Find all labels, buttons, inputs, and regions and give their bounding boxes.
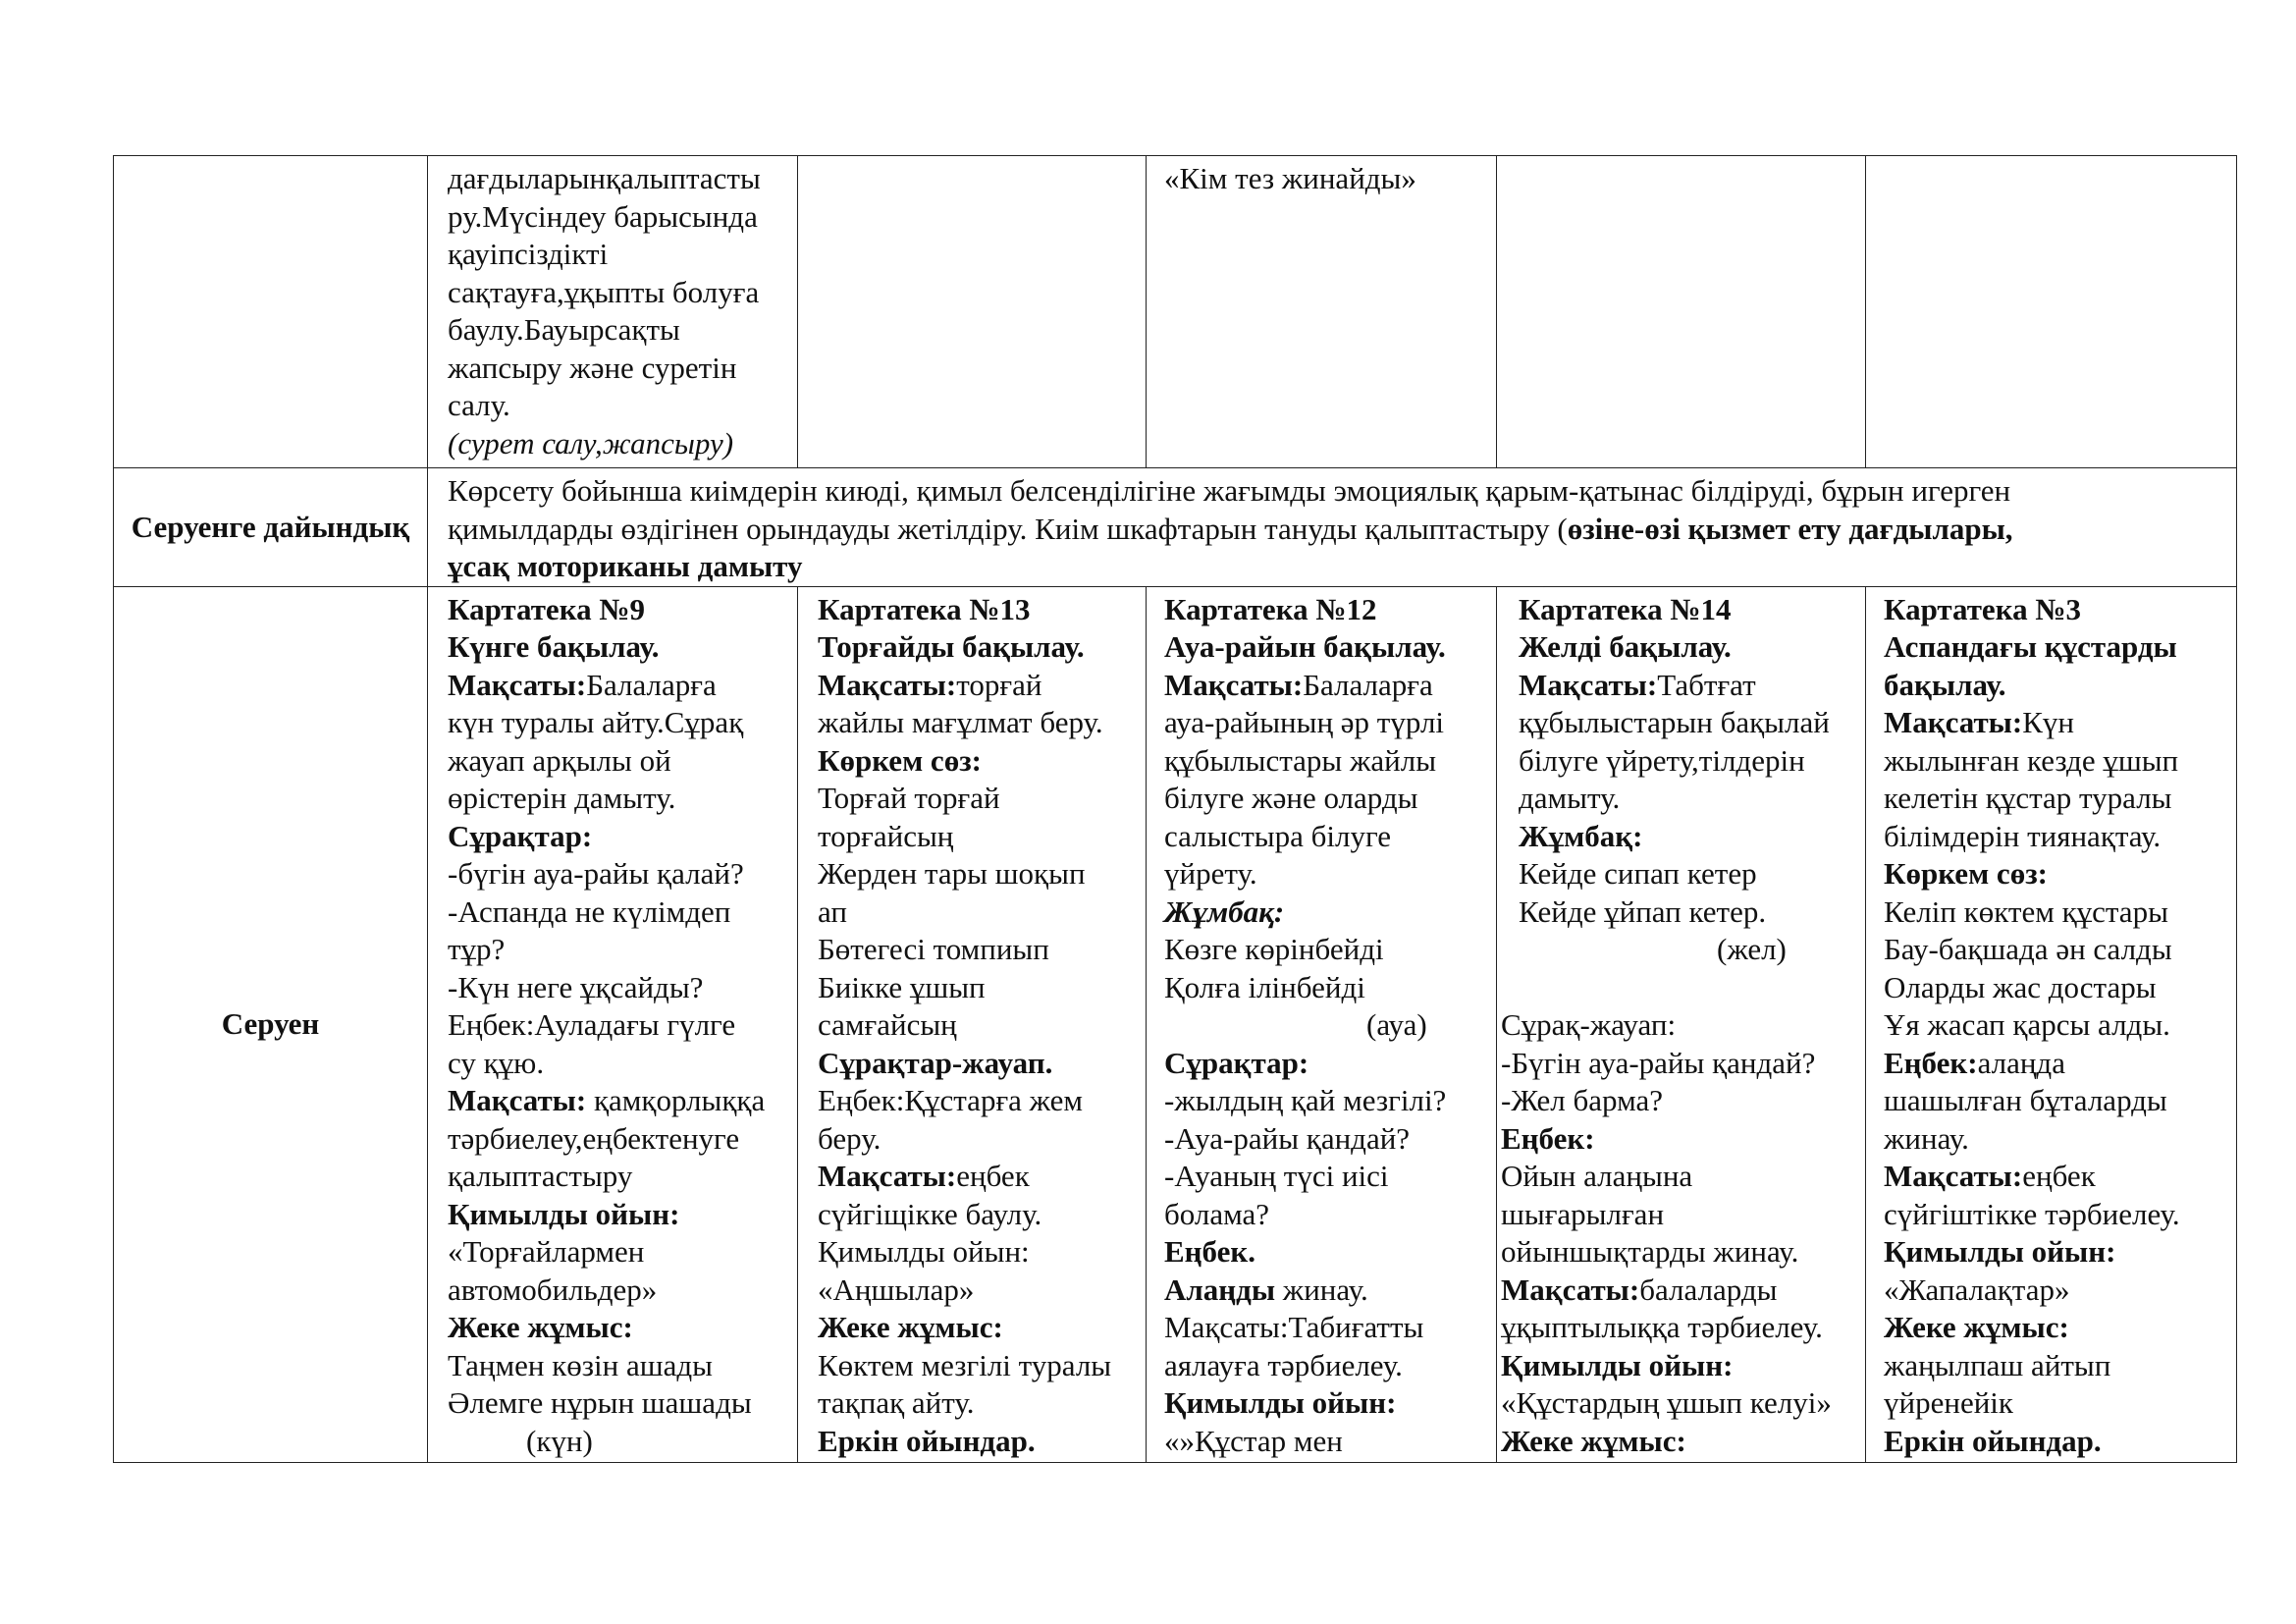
text-part: қимылдарды өздігінен орындауды жетілдіру. Киім шкафтарын тануды қалыптастыру ( bbox=[448, 511, 1568, 546]
card-title: Картатека №3 bbox=[1884, 591, 2081, 626]
label-goal: Мақсаты: bbox=[448, 667, 587, 702]
text-line: үйренейік bbox=[1884, 1385, 2013, 1420]
text-line bbox=[1164, 667, 1492, 705]
text-part: балаларды bbox=[1639, 1272, 1778, 1307]
text-line bbox=[1884, 1045, 2232, 1083]
label-game: Қимылды ойын: bbox=[448, 1196, 680, 1231]
table-row-walk-preparation bbox=[114, 468, 2237, 587]
text-line: білімдерін тиянақтау. bbox=[1884, 818, 2162, 853]
text-line: баулу.Бауырсақты bbox=[448, 312, 680, 347]
label-goal: Мақсаты: bbox=[448, 1083, 587, 1117]
text-line: Жерден тары шоқып bbox=[818, 856, 1086, 891]
text-line: -жылдың қай мезгілі? bbox=[1164, 1083, 1447, 1117]
text-line: жапсыру және суретін bbox=[448, 350, 737, 385]
label-art-word: Көркем сөз: bbox=[1884, 856, 2048, 891]
text-part: Балаларға bbox=[586, 667, 717, 702]
card-subtitle: бақылау. bbox=[1884, 667, 2006, 702]
text-line: Еңбек:Құстарға жем bbox=[818, 1083, 1084, 1117]
label-riddle: Жұмбақ: bbox=[1164, 893, 1285, 929]
text-line: жауап арқылы ой bbox=[448, 742, 671, 778]
row-label-walk-preparation: Серуенге дайындық bbox=[114, 468, 428, 587]
label-questions: Сұрақтар: bbox=[1164, 1045, 1309, 1080]
label-riddle: Жұмбақ: bbox=[1519, 818, 1643, 853]
text-line: Кейде ұйпап кетер. bbox=[1519, 893, 1767, 929]
text-line: келетін құстар туралы bbox=[1884, 781, 2172, 815]
card-title: Картатека №13 bbox=[818, 591, 1031, 626]
label-work: Еңбек: bbox=[1501, 1120, 1595, 1156]
text-part: еңбек bbox=[2022, 1159, 2096, 1193]
cell-game bbox=[1147, 156, 1497, 468]
label-questions: Сұрақтар: bbox=[448, 818, 593, 853]
text-part: Күн bbox=[2022, 705, 2074, 739]
cell-card-13 bbox=[798, 586, 1147, 1462]
text-line: дағдыларынқалыптасты bbox=[448, 161, 761, 195]
text-line: -бүгін ауа-райы қалай? bbox=[448, 856, 744, 891]
card-subtitle: Аспандағы құстарды bbox=[1884, 629, 2177, 664]
text-line: -Аспанда не күлімдеп bbox=[448, 893, 731, 929]
cell-card-12 bbox=[1147, 586, 1497, 1462]
riddle-answer: (ауа) bbox=[1366, 1007, 1427, 1042]
text-part: Табтғат bbox=[1657, 667, 1756, 702]
text-line bbox=[448, 511, 2232, 549]
cell-empty bbox=[1497, 156, 1866, 468]
text-line: (сурет салу,жапсыру) bbox=[448, 425, 734, 460]
text-line: «Құстардың ұшып келуі» bbox=[1501, 1385, 1832, 1420]
text-line: Көзге көрінбейді bbox=[1164, 932, 1384, 966]
text-line: «Жапалақтар» bbox=[1884, 1272, 2070, 1307]
text-line bbox=[1501, 1272, 1861, 1310]
text-line: су құю. bbox=[448, 1045, 545, 1080]
label-work: Еңбек. bbox=[1164, 1234, 1255, 1269]
text-line: «»Құстар мен bbox=[1164, 1423, 1343, 1458]
text-line: Ойын алаңына bbox=[1501, 1159, 1693, 1193]
text-part: жинау. bbox=[1275, 1272, 1368, 1307]
text-line bbox=[1164, 1272, 1492, 1310]
text-line: жинау. bbox=[1884, 1120, 1969, 1156]
text-line: «Аңшылар» bbox=[818, 1272, 975, 1307]
label-individual: Жеке жұмыс: bbox=[448, 1310, 633, 1344]
text-line: Қимылды ойын: bbox=[818, 1234, 1030, 1269]
text-line: білуге және оларды bbox=[1164, 781, 1418, 815]
cell-card-9 bbox=[428, 586, 798, 1462]
text-part: қамқорлыққа bbox=[586, 1083, 766, 1117]
text-line: -Ауа-райы қандай? bbox=[1164, 1120, 1411, 1156]
label-goal: Мақсаты: bbox=[1501, 1272, 1640, 1307]
text-line: жылынған кезде ұшып bbox=[1884, 742, 2179, 778]
label-goal: Мақсаты: bbox=[818, 667, 957, 702]
text-line: өрістерін дамыту. bbox=[448, 781, 676, 815]
cell-skills-text bbox=[428, 156, 798, 468]
text-line: -Жел барма? bbox=[1501, 1083, 1663, 1117]
label-game: Қимылды ойын: bbox=[1501, 1347, 1734, 1382]
text-line: жаңылпаш айтып bbox=[1884, 1347, 2111, 1382]
text-line: Бөтегесі томпиып bbox=[818, 932, 1049, 966]
text-line: Бау-бақшада ән салды bbox=[1884, 932, 2172, 966]
text-line: қауіпсіздікті bbox=[448, 237, 609, 271]
text-line: -Бүгін ауа-райы қандай? bbox=[1501, 1045, 1816, 1080]
text-line: Биікке ұшып bbox=[818, 969, 986, 1004]
label-individual: Жеке жұмыс: bbox=[1501, 1423, 1686, 1458]
riddle-answer: (жел) bbox=[1717, 932, 1787, 966]
text-line: күн туралы айту.Сұрақ bbox=[448, 705, 744, 739]
label-goal: Мақсаты: bbox=[1164, 667, 1304, 702]
text-line: шығарылған bbox=[1501, 1196, 1665, 1231]
label-goal: Мақсаты: bbox=[1884, 705, 2023, 739]
text-line bbox=[448, 1082, 793, 1120]
label-goal: Мақсаты: bbox=[1884, 1159, 2023, 1193]
text-line: үйрету. bbox=[1164, 856, 1257, 891]
text-line: тәрбиелеу,еңбектенуге bbox=[448, 1120, 740, 1156]
card-subtitle: Желді бақылау. bbox=[1519, 629, 1732, 664]
text-line: қалыптастыру bbox=[448, 1159, 633, 1193]
text-part-bold: Алаңды bbox=[1164, 1272, 1276, 1307]
text-line bbox=[448, 667, 793, 705]
cell-empty bbox=[1866, 156, 2237, 468]
text-line bbox=[1884, 1158, 2232, 1196]
card-title: Картатека №9 bbox=[448, 591, 645, 626]
text-line: ойыншықтарды жинау. bbox=[1501, 1234, 1799, 1269]
text-line: салыстыра білуге bbox=[1164, 818, 1392, 853]
text-line: дамыту. bbox=[1519, 781, 1621, 815]
label-individual: Жеке жұмыс: bbox=[1884, 1310, 2069, 1344]
label-qa: Сұрақтар-жауап. bbox=[818, 1045, 1053, 1080]
text-line: Оларды жас достары bbox=[1884, 969, 2157, 1004]
text-line: Кейде сипап кетер bbox=[1519, 856, 1757, 891]
riddle-answer: (күн) bbox=[526, 1423, 593, 1458]
label-individual: Жеке жұмыс: bbox=[818, 1310, 1003, 1344]
text-line: ру.Мүсіндеу барысында bbox=[448, 198, 758, 234]
text-line: Сұрақ-жауап: bbox=[1501, 1007, 1677, 1042]
text-line: ап bbox=[818, 893, 847, 929]
text-line: ұқыптылыққа тәрбиелеу. bbox=[1501, 1310, 1823, 1344]
text-line: сүйгіштікке тәрбиелеу. bbox=[1884, 1196, 2180, 1231]
text-line: торғайсың bbox=[818, 818, 954, 853]
text-line: беру. bbox=[818, 1120, 881, 1156]
spacer bbox=[1501, 969, 1861, 1007]
text-line: жайлы мағұлмат беру. bbox=[818, 705, 1103, 739]
cell-empty bbox=[798, 156, 1147, 468]
text-line: сүйгіщікке баулу. bbox=[818, 1196, 1042, 1231]
table-row-walk bbox=[114, 586, 2237, 1462]
text-line: самғайсың bbox=[818, 1007, 957, 1042]
text-line: Мақсаты:Табиғатты bbox=[1164, 1310, 1424, 1344]
text-line: Қолға ілінбейді bbox=[1164, 969, 1365, 1004]
text-line: -Күн неге ұқсайды? bbox=[448, 969, 704, 1004]
text-line: Көрсету бойынша киімдерін киюді, қимыл белсенділігіне жағымды эмоциялық қарым-қатынас білдіруді, бұрын игерген bbox=[448, 473, 2011, 508]
card-subtitle: Торғайды бақылау. bbox=[818, 629, 1085, 664]
text-line: құбылыстарын бақылай bbox=[1519, 705, 1830, 739]
text-line: автомобильдер» bbox=[448, 1272, 658, 1307]
text-line: Әлемге нұрын шашады bbox=[448, 1385, 752, 1420]
cell-walk-preparation bbox=[428, 468, 2237, 587]
text-line: «Торғайлармен bbox=[448, 1234, 645, 1269]
text-part: торғай bbox=[956, 667, 1042, 702]
text-part: еңбек bbox=[956, 1159, 1030, 1193]
text-line: ұсақ моториканы дамыту bbox=[448, 549, 803, 583]
text-line: тақпақ айту. bbox=[818, 1385, 975, 1420]
label-game: Қимылды ойын: bbox=[1164, 1385, 1397, 1420]
text-line: Келіп көктем құстары bbox=[1884, 893, 2168, 929]
cell-card-3 bbox=[1866, 586, 2237, 1462]
text-line bbox=[818, 1158, 1142, 1196]
text-line: сақтауға,ұқыпты болуға bbox=[448, 274, 760, 309]
text-line: болама? bbox=[1164, 1196, 1270, 1231]
text-line: Ұя жасап қарсы алды. bbox=[1884, 1007, 2170, 1042]
text-line: аялауға тәрбиелеу. bbox=[1164, 1347, 1403, 1382]
cell-card-14 bbox=[1497, 586, 1866, 1462]
text-line: салу. bbox=[448, 388, 510, 422]
label-work: Еңбек: bbox=[1884, 1045, 1978, 1080]
text-line: Еңбек:Ауладағы гүлге bbox=[448, 1007, 736, 1042]
label-game: Қимылды ойын: bbox=[1884, 1234, 2116, 1269]
label-goal: Мақсаты: bbox=[818, 1159, 957, 1193]
text-line: Көктем мезгілі туралы bbox=[818, 1347, 1112, 1382]
game-title: «Кім тез жинайды» bbox=[1164, 161, 1416, 195]
plan-table bbox=[113, 155, 2237, 1463]
text-line: ауа-райының әр түрлі bbox=[1164, 705, 1445, 739]
label-art-word: Көркем сөз: bbox=[818, 742, 982, 778]
text-line bbox=[1884, 704, 2232, 742]
text-part-bold: өзіне-өзі қызмет ету дағдылары, bbox=[1567, 511, 2013, 546]
label-free-games: Еркін ойындар. bbox=[818, 1423, 1036, 1458]
text-line: Торғай торғай bbox=[818, 781, 1000, 815]
text-part: алаңда bbox=[1977, 1045, 2065, 1080]
card-title: Картатека №14 bbox=[1519, 591, 1732, 626]
text-line: шашылған бұталарды bbox=[1884, 1083, 2167, 1117]
label-free-games: Еркін ойындар. bbox=[1884, 1423, 2102, 1458]
row-label-walk: Серуен bbox=[114, 586, 428, 1462]
table-row-skills bbox=[114, 156, 2237, 468]
card-subtitle: Ауа-райын бақылау. bbox=[1164, 629, 1446, 664]
text-line bbox=[1501, 667, 1861, 705]
row-label-empty bbox=[114, 156, 428, 468]
card-title: Картатека №12 bbox=[1164, 591, 1377, 626]
text-line: Таңмен көзін ашады bbox=[448, 1347, 713, 1382]
text-line: білуге үйрету,тілдерін bbox=[1519, 742, 1805, 778]
card-subtitle: Күнге бақылау. bbox=[448, 629, 660, 664]
text-part: Балаларға bbox=[1303, 667, 1433, 702]
text-line: құбылыстары жайлы bbox=[1164, 742, 1437, 778]
text-line: тұр? bbox=[448, 932, 506, 966]
label-goal: Мақсаты: bbox=[1519, 667, 1658, 702]
text-line bbox=[818, 667, 1142, 705]
text-line: -Ауаның түсі иісі bbox=[1164, 1159, 1389, 1193]
